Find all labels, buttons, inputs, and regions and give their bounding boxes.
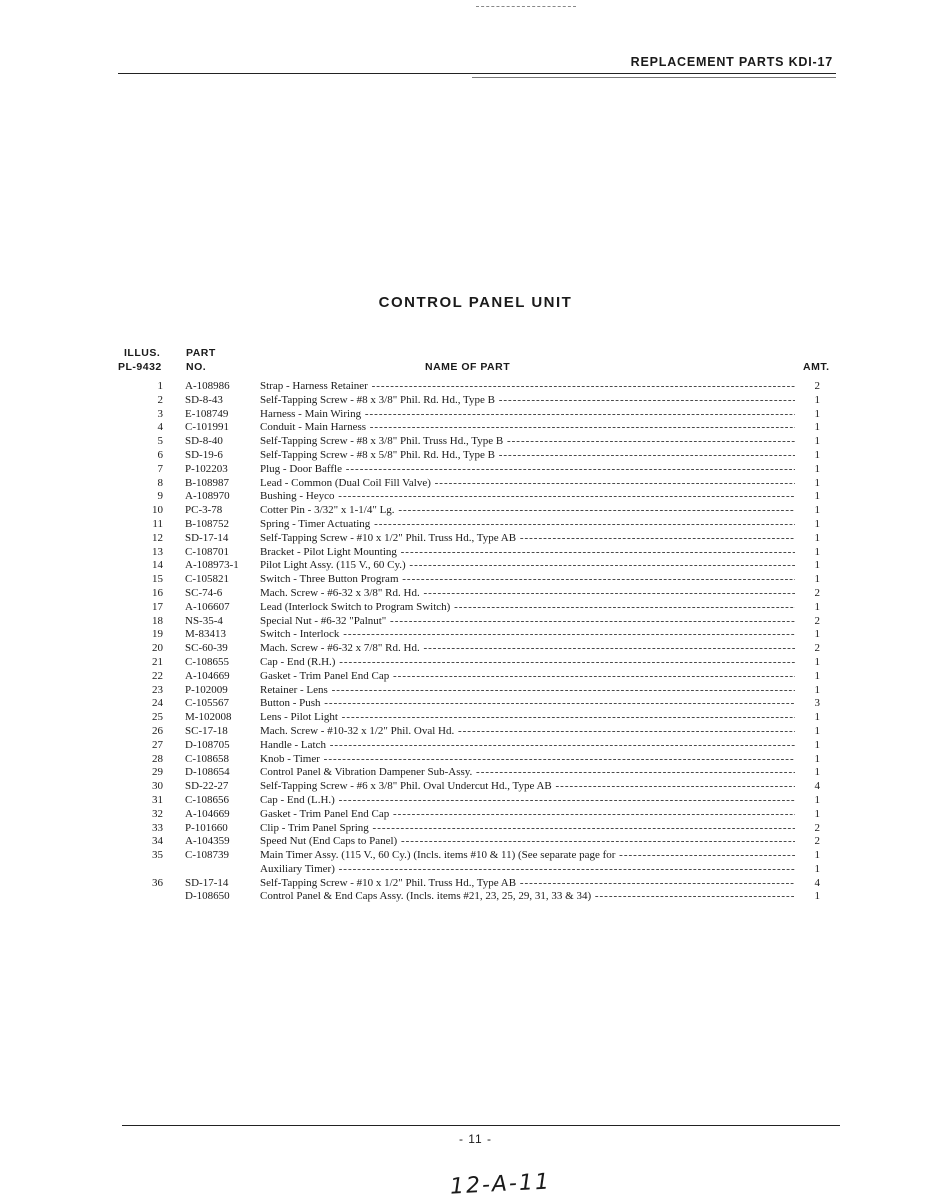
header-rule-secondary <box>472 77 836 78</box>
part-amount: 1 <box>814 655 820 668</box>
part-number: A-108973-1 <box>185 559 239 572</box>
parts-row <box>118 863 838 877</box>
item-number: 25 <box>152 711 163 724</box>
part-number: SD-17-14 <box>185 531 229 544</box>
part-amount: 1 <box>814 669 820 682</box>
item-number: 5 <box>157 435 163 448</box>
part-number: PC-3-78 <box>185 504 223 517</box>
header-rule <box>118 73 836 74</box>
parts-row <box>118 697 838 711</box>
part-amount: 1 <box>814 738 820 751</box>
part-name: Mach. Screw - #6-32 x 7/8" Rd. Hd. ----- <box>260 642 795 656</box>
part-name: Auxiliary Timer) ----- <box>260 863 795 877</box>
part-number: D-108705 <box>185 738 230 751</box>
part-name: Mach. Screw - #6-32 x 3/8" Rd. Hd. ----- <box>260 587 795 601</box>
part-number: A-108986 <box>185 380 230 392</box>
parts-row <box>118 642 838 656</box>
part-name: Gasket - Trim Panel End Cap ----- <box>260 670 795 684</box>
part-number: A-104669 <box>185 807 230 820</box>
part-name: Special Nut - #6-32 "Palnut" ----- <box>260 615 795 629</box>
parts-row <box>118 766 838 780</box>
item-number: 13 <box>152 545 163 558</box>
item-number: 9 <box>157 490 163 503</box>
part-number: NS-35-4 <box>185 614 223 627</box>
part-amount: 1 <box>814 407 820 420</box>
part-number: A-106607 <box>185 600 230 613</box>
part-name: Self-Tapping Screw - #8 x 5/8" Phil. Rd. Hd., Type B ----- <box>260 449 795 463</box>
part-amount: 4 <box>814 876 820 889</box>
part-name: Lead (Interlock Switch to Program Switch) ----- <box>260 601 795 615</box>
part-amount: 1 <box>814 766 820 779</box>
part-number: P-101660 <box>185 821 228 834</box>
item-number: 3 <box>157 407 163 420</box>
column-header-part-no: NO. <box>186 361 207 373</box>
column-header-name: NAME OF PART <box>425 361 511 373</box>
parts-row <box>118 408 838 422</box>
part-name: Self-Tapping Screw - #6 x 3/8" Phil. Oval Undercut Hd., Type AB ----- <box>260 780 795 794</box>
part-name: Self-Tapping Screw - #8 x 3/8" Phil. Truss Hd., Type B ----- <box>260 435 795 449</box>
scan-artifact <box>476 6 576 7</box>
part-amount: 1 <box>814 462 820 475</box>
part-amount: 1 <box>814 393 820 406</box>
item-number: 15 <box>152 573 163 586</box>
part-number: C-105821 <box>185 573 229 586</box>
part-number: SD-19-6 <box>185 448 223 461</box>
part-name: Self-Tapping Screw - #8 x 3/8" Phil. Rd. Hd., Type B ----- <box>260 394 795 408</box>
item-number: 7 <box>157 462 163 475</box>
parts-row <box>118 822 838 836</box>
part-amount: 1 <box>814 807 820 820</box>
part-number: C-105567 <box>185 697 229 710</box>
parts-list <box>118 380 838 904</box>
parts-row <box>118 601 838 615</box>
parts-row <box>118 753 838 767</box>
parts-row <box>118 449 838 463</box>
part-amount: 1 <box>814 628 820 641</box>
parts-row <box>118 670 838 684</box>
part-name: Harness - Main Wiring ----- <box>260 408 795 422</box>
part-number: B-108752 <box>185 517 229 530</box>
part-number: M-102008 <box>185 711 232 724</box>
handwritten-note: 12-A-11 <box>449 1169 552 1200</box>
part-name: Plug - Door Baffle ----- <box>260 463 795 477</box>
part-number: B-108987 <box>185 476 229 489</box>
part-name: Lens - Pilot Light ----- <box>260 711 795 725</box>
item-number: 1 <box>157 380 163 392</box>
part-amount: 2 <box>814 586 820 599</box>
part-number: P-102009 <box>185 683 228 696</box>
item-number: 35 <box>152 849 163 862</box>
column-header-part: PART <box>186 347 216 359</box>
part-amount: 1 <box>814 573 820 586</box>
part-name: Cap - End (R.H.) ----- <box>260 656 795 670</box>
item-number: 29 <box>152 766 163 779</box>
item-number: 23 <box>152 683 163 696</box>
part-name: Mach. Screw - #10-32 x 1/2" Phil. Oval Hd. ----- <box>260 725 795 739</box>
part-name: Speed Nut (End Caps to Panel) ----- <box>260 835 795 849</box>
part-name: Lead - Common (Dual Coil Fill Valve) ----- <box>260 477 795 491</box>
part-name: Switch - Interlock ----- <box>260 628 795 642</box>
part-amount: 1 <box>814 504 820 517</box>
part-amount: 1 <box>814 448 820 461</box>
part-amount: 1 <box>814 793 820 806</box>
part-amount: 1 <box>814 531 820 544</box>
item-number: 10 <box>152 504 163 517</box>
part-amount: 1 <box>814 862 820 875</box>
parts-row <box>118 435 838 449</box>
part-number: SD-17-14 <box>185 876 229 889</box>
part-name: Conduit - Main Harness ----- <box>260 421 795 435</box>
running-header: REPLACEMENT PARTS KDI-17 <box>630 55 833 69</box>
column-header-illus: ILLUS. <box>124 347 161 359</box>
part-number: SD-8-40 <box>185 435 223 448</box>
item-number: 16 <box>152 586 163 599</box>
part-name: Control Panel & End Caps Assy. (Incls. items #21, 23, 25, 29, 31, 33 & 34) ----- <box>260 890 795 904</box>
part-name: Handle - Latch ----- <box>260 739 795 753</box>
item-number: 8 <box>157 476 163 489</box>
item-number: 32 <box>152 807 163 820</box>
part-amount: 1 <box>814 435 820 448</box>
part-amount: 2 <box>814 835 820 848</box>
part-amount: 2 <box>814 614 820 627</box>
part-number: C-101991 <box>185 421 229 434</box>
parts-row <box>118 656 838 670</box>
item-number: 28 <box>152 752 163 765</box>
part-amount: 3 <box>814 697 820 710</box>
parts-row <box>118 780 838 794</box>
item-number: 24 <box>152 697 163 710</box>
part-name: Self-Tapping Screw - #10 x 1/2" Phil. Truss Hd., Type AB ----- <box>260 877 795 891</box>
parts-row <box>118 835 838 849</box>
parts-row <box>118 808 838 822</box>
part-name: Main Timer Assy. (115 V., 60 Cy.) (Incls. items #10 & 11) (See separate page for ----- <box>260 849 795 863</box>
part-number: SC-17-18 <box>185 724 228 737</box>
parts-row <box>118 559 838 573</box>
part-amount: 1 <box>814 683 820 696</box>
item-number: 30 <box>152 780 163 793</box>
part-amount: 1 <box>814 559 820 572</box>
part-amount: 1 <box>814 752 820 765</box>
parts-row <box>118 849 838 863</box>
item-number: 2 <box>157 393 163 406</box>
part-name: Bushing - Heyco ----- <box>260 490 795 504</box>
item-number: 27 <box>152 738 163 751</box>
item-number: 34 <box>152 835 163 848</box>
item-number: 6 <box>157 448 163 461</box>
part-amount: 1 <box>814 849 820 862</box>
part-number: D-108654 <box>185 766 230 779</box>
part-number: SD-8-43 <box>185 393 223 406</box>
part-amount: 1 <box>814 890 820 903</box>
part-amount: 1 <box>814 711 820 724</box>
part-name: Cap - End (L.H.) ----- <box>260 794 795 808</box>
item-number: 18 <box>152 614 163 627</box>
item-number: 20 <box>152 642 163 655</box>
part-number: C-108658 <box>185 752 229 765</box>
part-amount: 1 <box>814 421 820 434</box>
part-amount: 1 <box>814 490 820 503</box>
item-number: 21 <box>152 655 163 668</box>
parts-row <box>118 739 838 753</box>
parts-row <box>118 573 838 587</box>
part-name: Gasket - Trim Panel End Cap ----- <box>260 808 795 822</box>
part-number: C-108655 <box>185 655 229 668</box>
parts-row <box>118 490 838 504</box>
item-number: 31 <box>152 793 163 806</box>
part-amount: 1 <box>814 545 820 558</box>
part-name: Strap - Harness Retainer ----- <box>260 380 795 394</box>
part-number: C-108739 <box>185 849 229 862</box>
part-name: Button - Push ----- <box>260 697 795 711</box>
item-number: 4 <box>157 421 163 434</box>
item-number: 12 <box>152 531 163 544</box>
part-number: P-102203 <box>185 462 228 475</box>
part-amount: 1 <box>814 517 820 530</box>
parts-row <box>118 463 838 477</box>
part-name: Clip - Trim Panel Spring ----- <box>260 822 795 836</box>
item-number: 36 <box>152 876 163 889</box>
part-number: A-104669 <box>185 669 230 682</box>
part-amount: 1 <box>814 600 820 613</box>
parts-row <box>118 546 838 560</box>
part-name: Self-Tapping Screw - #10 x 1/2" Phil. Truss Hd., Type AB ----- <box>260 532 795 546</box>
part-number: A-104359 <box>185 835 230 848</box>
part-amount: 2 <box>814 821 820 834</box>
part-number: SD-22-27 <box>185 780 229 793</box>
parts-row <box>118 518 838 532</box>
column-header-amount: AMT. <box>803 361 830 373</box>
part-name: Cotter Pin - 3/32" x 1-1/4" Lg. ----- <box>260 504 795 518</box>
parts-row <box>118 725 838 739</box>
item-number: 22 <box>152 669 163 682</box>
item-number: 14 <box>152 559 163 572</box>
part-name: Spring - Timer Actuating ----- <box>260 518 795 532</box>
parts-row <box>118 628 838 642</box>
item-number: 19 <box>152 628 163 641</box>
item-number: 11 <box>152 517 163 530</box>
parts-row <box>118 615 838 629</box>
part-amount: 1 <box>814 476 820 489</box>
parts-row <box>118 421 838 435</box>
part-number: C-108656 <box>185 793 229 806</box>
parts-row <box>118 532 838 546</box>
parts-row <box>118 477 838 491</box>
parts-row <box>118 394 838 408</box>
part-amount: 2 <box>814 642 820 655</box>
part-number: A-108970 <box>185 490 230 503</box>
item-number: 17 <box>152 600 163 613</box>
part-amount: 2 <box>814 380 820 392</box>
part-amount: 1 <box>814 724 820 737</box>
parts-row <box>118 794 838 808</box>
part-name: Knob - Timer ----- <box>260 753 795 767</box>
column-header-illus-number: PL-9432 <box>118 361 162 373</box>
part-name: Pilot Light Assy. (115 V., 60 Cy.) ----- <box>260 559 795 573</box>
parts-row <box>118 380 838 394</box>
part-number: E-108749 <box>185 407 229 420</box>
parts-row <box>118 587 838 601</box>
page-number: - 11 - <box>458 1132 493 1146</box>
part-number: C-108701 <box>185 545 229 558</box>
part-number: SC-60-39 <box>185 642 228 655</box>
section-title: CONTROL PANEL UNIT <box>378 294 573 311</box>
parts-row <box>118 890 838 904</box>
part-name: Switch - Three Button Program ----- <box>260 573 795 587</box>
footer-rule <box>122 1125 840 1126</box>
part-number: M-83413 <box>185 628 226 641</box>
part-amount: 4 <box>814 780 820 793</box>
part-number: D-108650 <box>185 890 230 903</box>
parts-row <box>118 504 838 518</box>
part-name: Bracket - Pilot Light Mounting ----- <box>260 546 795 560</box>
part-name: Control Panel & Vibration Dampener Sub-Assy. ----- <box>260 766 795 780</box>
part-name: Retainer - Lens ----- <box>260 684 795 698</box>
item-number: 26 <box>152 724 163 737</box>
part-number: SC-74-6 <box>185 586 223 599</box>
parts-row <box>118 877 838 891</box>
parts-row <box>118 711 838 725</box>
item-number: 33 <box>152 821 163 834</box>
parts-row <box>118 684 838 698</box>
